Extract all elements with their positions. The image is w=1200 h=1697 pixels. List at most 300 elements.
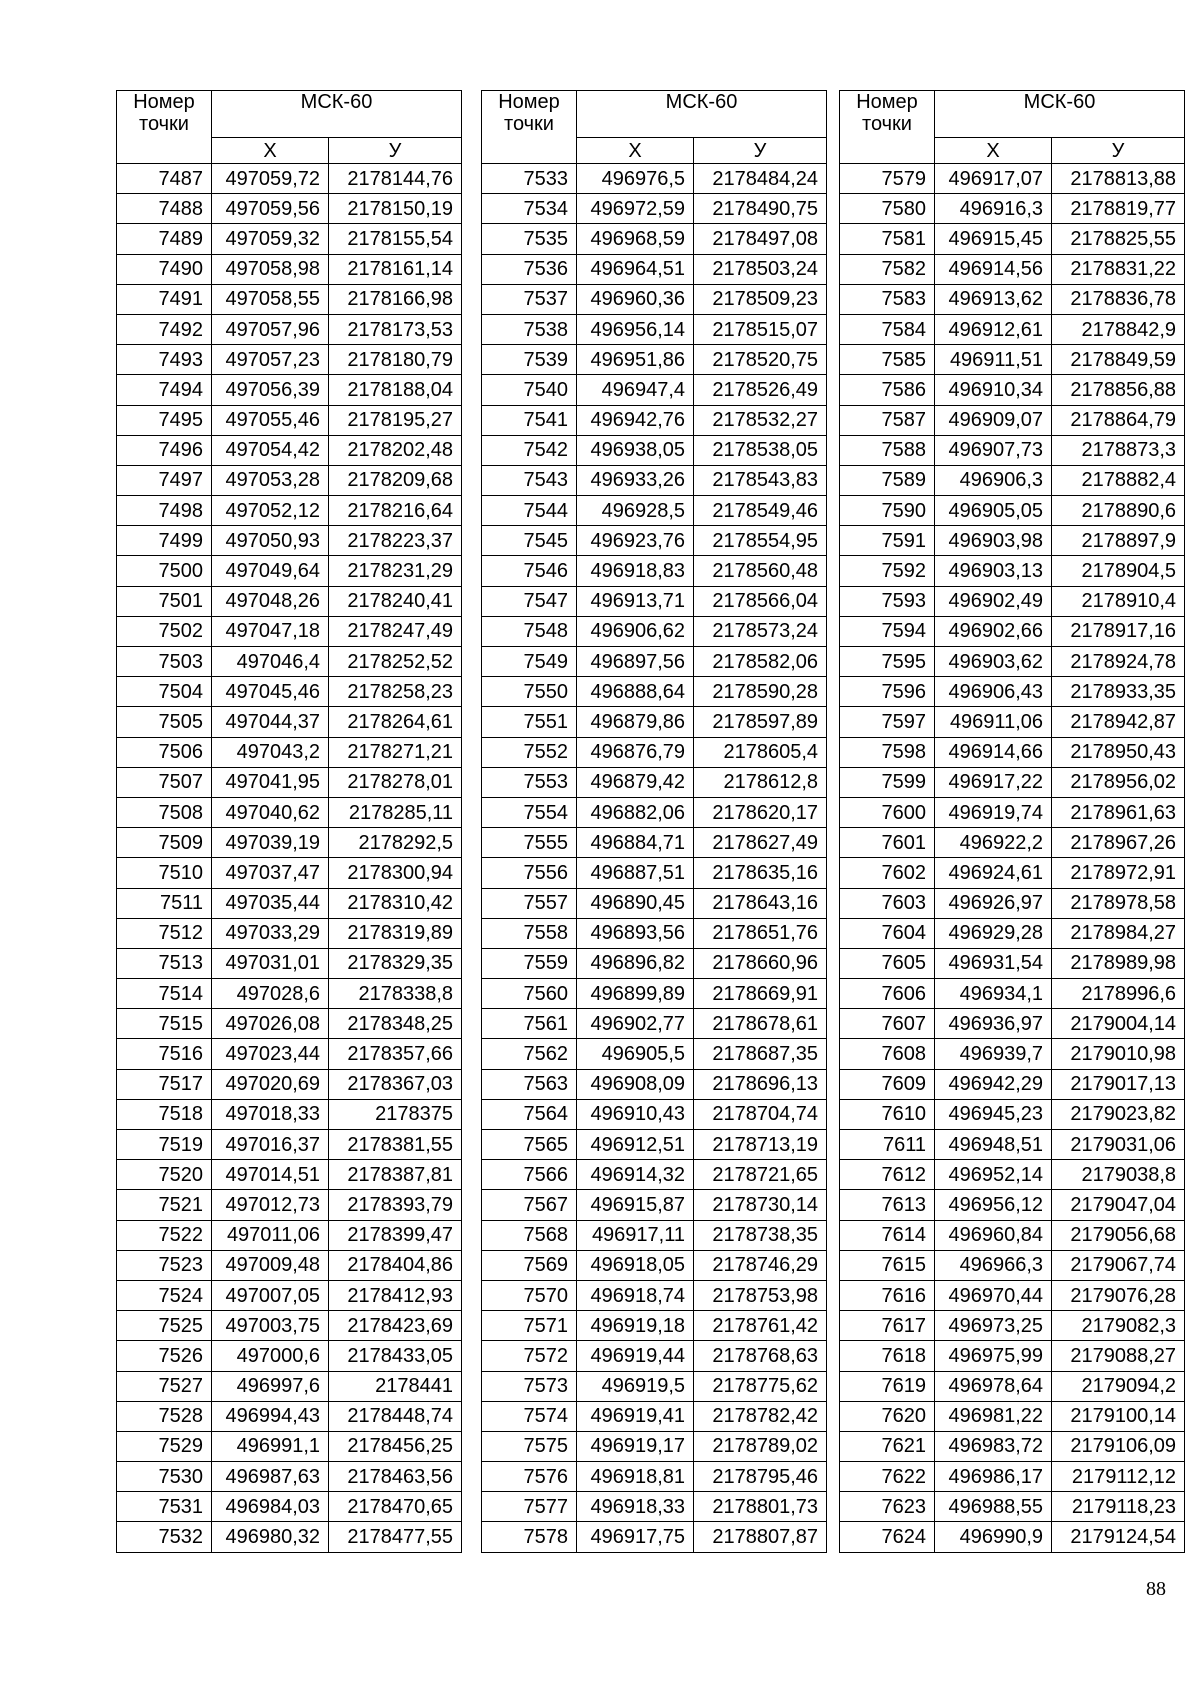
x-coordinate-cell: 496902,66: [935, 616, 1052, 646]
y-coordinate-cell: 2178849,59: [1052, 345, 1185, 375]
table-row: [482, 405, 827, 435]
x-coordinate-cell: 497046,4: [212, 647, 329, 677]
table-row: [840, 979, 1185, 1009]
table-row: [482, 767, 827, 797]
x-coordinate-cell: 496966,3: [935, 1250, 1052, 1280]
y-coordinate-cell: 2178813,88: [1052, 164, 1185, 194]
table-row: [117, 948, 462, 978]
y-coordinate-cell: 2178967,26: [1052, 828, 1185, 858]
point-number-cell: 7610: [840, 1099, 935, 1129]
y-coordinate-cell: 2178463,56: [329, 1462, 462, 1492]
x-coordinate-cell: 496919,18: [577, 1311, 694, 1341]
point-number-cell: 7615: [840, 1250, 935, 1280]
point-number-cell: 7558: [482, 918, 577, 948]
y-coordinate-cell: 2178678,61: [694, 1009, 827, 1039]
table-row: [840, 858, 1185, 888]
point-number-cell: 7594: [840, 616, 935, 646]
point-number-cell: 7560: [482, 979, 577, 1009]
table-row: [482, 496, 827, 526]
y-coordinate-cell: 2178890,6: [1052, 496, 1185, 526]
x-coordinate-cell: 497047,18: [212, 616, 329, 646]
point-number-cell: 7557: [482, 888, 577, 918]
y-coordinate-cell: 2178399,47: [329, 1220, 462, 1250]
point-number-cell: 7550: [482, 677, 577, 707]
x-coordinate-cell: 497043,2: [212, 737, 329, 767]
point-number-cell: 7614: [840, 1220, 935, 1250]
table-row: [840, 948, 1185, 978]
point-number-cell: 7603: [840, 888, 935, 918]
x-coordinate-cell: 496918,83: [577, 556, 694, 586]
x-coordinate-cell: 496917,75: [577, 1522, 694, 1552]
x-coordinate-cell: 496902,49: [935, 586, 1052, 616]
y-coordinate-cell: 2179010,98: [1052, 1039, 1185, 1069]
point-number-cell: 7500: [117, 556, 212, 586]
x-coordinate-cell: 496902,77: [577, 1009, 694, 1039]
table-row: [482, 1492, 827, 1522]
table-row: [840, 1069, 1185, 1099]
y-coordinate-cell: 2178231,29: [329, 556, 462, 586]
table-row: [840, 586, 1185, 616]
x-coordinate-cell: 496991,1: [212, 1431, 329, 1461]
x-coordinate-cell: 497053,28: [212, 465, 329, 495]
y-coordinate-cell: 2178730,14: [694, 1190, 827, 1220]
point-number-cell: 7530: [117, 1462, 212, 1492]
point-number-header-line1: Номер: [856, 91, 918, 113]
point-number-cell: 7578: [482, 1522, 577, 1552]
point-number-cell: 7492: [117, 314, 212, 344]
table-row: [482, 979, 827, 1009]
point-number-cell: 7541: [482, 405, 577, 435]
point-number-cell: 7488: [117, 194, 212, 224]
table-row: [117, 888, 462, 918]
x-coordinate-cell: 496879,42: [577, 767, 694, 797]
y-coordinate-cell: 2178520,75: [694, 345, 827, 375]
point-number-cell: 7508: [117, 797, 212, 827]
point-number-cell: 7491: [117, 284, 212, 314]
point-number-header-line2: точки: [862, 113, 912, 135]
table-row: [117, 1160, 462, 1190]
x-coordinate-cell: 496918,05: [577, 1250, 694, 1280]
x-coordinate-cell: 496919,17: [577, 1431, 694, 1461]
table-row: [482, 797, 827, 827]
y-coordinate-cell: 2178252,52: [329, 647, 462, 677]
y-coordinate-cell: 2178573,24: [694, 616, 827, 646]
table-row: [482, 737, 827, 767]
y-coordinate-cell: 2178538,05: [694, 435, 827, 465]
y-coordinate-cell: 2178842,9: [1052, 314, 1185, 344]
table-row: [117, 1220, 462, 1250]
y-coordinate-cell: 2178643,16: [694, 888, 827, 918]
x-coordinate-cell: 496897,56: [577, 647, 694, 677]
x-coordinate-cell: 497012,73: [212, 1190, 329, 1220]
table-row: [117, 1462, 462, 1492]
y-coordinate-cell: 2178713,19: [694, 1130, 827, 1160]
x-coordinate-cell: 496876,79: [577, 737, 694, 767]
x-coordinate-cell: 496914,66: [935, 737, 1052, 767]
x-coordinate-cell: 497048,26: [212, 586, 329, 616]
point-number-cell: 7577: [482, 1492, 577, 1522]
point-number-header-line2: точки: [139, 113, 189, 135]
x-coordinate-cell: 496908,09: [577, 1069, 694, 1099]
point-number-cell: 7537: [482, 284, 577, 314]
x-coordinate-cell: 496906,3: [935, 465, 1052, 495]
table-row: [117, 254, 462, 284]
table-row: [117, 616, 462, 646]
point-number-cell: 7569: [482, 1250, 577, 1280]
table-row: [840, 1009, 1185, 1039]
y-coordinate-cell: 2178271,21: [329, 737, 462, 767]
x-coordinate-cell: 496882,06: [577, 797, 694, 827]
table-row: [117, 737, 462, 767]
y-coordinate-cell: 2178956,02: [1052, 767, 1185, 797]
table-row: [117, 345, 462, 375]
point-number-cell: 7516: [117, 1039, 212, 1069]
point-number-cell: 7487: [117, 164, 212, 194]
y-coordinate-cell: 2178404,86: [329, 1250, 462, 1280]
point-number-cell: 7540: [482, 375, 577, 405]
point-number-cell: 7515: [117, 1009, 212, 1039]
x-coordinate-cell: 497056,39: [212, 375, 329, 405]
y-coordinate-cell: 2178933,35: [1052, 677, 1185, 707]
point-number-cell: 7606: [840, 979, 935, 1009]
y-coordinate-cell: 2178549,46: [694, 496, 827, 526]
point-number-cell: 7622: [840, 1462, 935, 1492]
y-coordinate-cell: 2178367,03: [329, 1069, 462, 1099]
point-number-cell: 7575: [482, 1431, 577, 1461]
table-row: [117, 526, 462, 556]
x-coordinate-cell: 496896,82: [577, 948, 694, 978]
x-coordinate-cell: 497041,95: [212, 767, 329, 797]
x-coordinate-cell: 496917,07: [935, 164, 1052, 194]
y-coordinate-cell: 2178393,79: [329, 1190, 462, 1220]
x-coordinate-cell: 496980,32: [212, 1522, 329, 1552]
table-row: [117, 586, 462, 616]
x-coordinate-cell: 497044,37: [212, 707, 329, 737]
table-row: [840, 1341, 1185, 1371]
x-coordinate-cell: 496970,44: [935, 1280, 1052, 1310]
table-row: [482, 1462, 827, 1492]
table-row: [482, 707, 827, 737]
point-number-cell: 7512: [117, 918, 212, 948]
point-number-cell: 7624: [840, 1522, 935, 1552]
y-coordinate-cell: 2178180,79: [329, 345, 462, 375]
point-number-cell: 7514: [117, 979, 212, 1009]
coordinate-system-header: МСК-60: [577, 91, 827, 138]
point-number-cell: 7602: [840, 858, 935, 888]
coordinate-system-header: МСК-60: [212, 91, 462, 138]
y-coordinate-cell: 2178381,55: [329, 1130, 462, 1160]
y-coordinate-cell: 2178477,55: [329, 1522, 462, 1552]
point-number-cell: 7551: [482, 707, 577, 737]
table-row: [840, 1280, 1185, 1310]
x-coordinate-cell: 496918,33: [577, 1492, 694, 1522]
point-number-cell: 7605: [840, 948, 935, 978]
table-row: [840, 1401, 1185, 1431]
x-coordinate-cell: 496926,97: [935, 888, 1052, 918]
point-number-cell: 7608: [840, 1039, 935, 1069]
x-coordinate-cell: 497026,08: [212, 1009, 329, 1039]
point-number-cell: 7596: [840, 677, 935, 707]
point-number-cell: 7552: [482, 737, 577, 767]
x-column-header: X: [935, 138, 1052, 164]
x-coordinate-cell: 496986,17: [935, 1462, 1052, 1492]
point-number-cell: 7564: [482, 1099, 577, 1129]
table-row: [840, 254, 1185, 284]
table-row: [840, 707, 1185, 737]
y-coordinate-cell: 2178503,24: [694, 254, 827, 284]
table-row: [840, 1130, 1185, 1160]
y-coordinate-cell: 2178597,89: [694, 707, 827, 737]
point-number-cell: 7536: [482, 254, 577, 284]
x-coordinate-cell: 496890,45: [577, 888, 694, 918]
y-coordinate-cell: 2178605,4: [694, 737, 827, 767]
x-coordinate-cell: 496936,97: [935, 1009, 1052, 1039]
y-coordinate-cell: 2178490,75: [694, 194, 827, 224]
y-column-header: У: [1052, 138, 1185, 164]
point-number-cell: 7548: [482, 616, 577, 646]
x-coordinate-cell: 497058,98: [212, 254, 329, 284]
y-coordinate-cell: 2178258,23: [329, 677, 462, 707]
y-coordinate-cell: 2178223,37: [329, 526, 462, 556]
x-coordinate-cell: 497039,19: [212, 828, 329, 858]
table-row: [117, 858, 462, 888]
x-coordinate-cell: 497055,46: [212, 405, 329, 435]
y-coordinate-cell: 2179094,2: [1052, 1371, 1185, 1401]
x-coordinate-cell: 496983,72: [935, 1431, 1052, 1461]
x-coordinate-cell: 496910,43: [577, 1099, 694, 1129]
table-row: [482, 1130, 827, 1160]
table-row: [840, 1311, 1185, 1341]
x-coordinate-cell: 496918,74: [577, 1280, 694, 1310]
x-coordinate-cell: 496915,87: [577, 1190, 694, 1220]
y-coordinate-cell: 2178831,22: [1052, 254, 1185, 284]
x-coordinate-cell: 496907,73: [935, 435, 1052, 465]
point-number-cell: 7612: [840, 1160, 935, 1190]
point-number-cell: 7573: [482, 1371, 577, 1401]
x-coordinate-cell: 496942,76: [577, 405, 694, 435]
table-row: [117, 1401, 462, 1431]
y-coordinate-cell: 2178696,13: [694, 1069, 827, 1099]
table-row: [840, 888, 1185, 918]
x-coordinate-cell: 496913,71: [577, 586, 694, 616]
table-row: [482, 948, 827, 978]
table-row: [117, 1190, 462, 1220]
x-coordinate-cell: 497057,23: [212, 345, 329, 375]
x-coordinate-cell: 496903,13: [935, 556, 1052, 586]
table-row: [840, 1492, 1185, 1522]
y-coordinate-cell: 2178669,91: [694, 979, 827, 1009]
table-row: [482, 918, 827, 948]
table-row: [840, 767, 1185, 797]
point-number-cell: 7543: [482, 465, 577, 495]
y-coordinate-cell: 2178310,42: [329, 888, 462, 918]
point-number-cell: 7517: [117, 1069, 212, 1099]
point-number-cell: 7524: [117, 1280, 212, 1310]
point-number-cell: 7576: [482, 1462, 577, 1492]
x-coordinate-cell: 497023,44: [212, 1039, 329, 1069]
y-coordinate-cell: 2178448,74: [329, 1401, 462, 1431]
table-row: [117, 979, 462, 1009]
point-number-cell: 7595: [840, 647, 935, 677]
y-coordinate-cell: 2178836,78: [1052, 284, 1185, 314]
point-number-cell: 7579: [840, 164, 935, 194]
table-row: [117, 284, 462, 314]
table-row: [840, 1522, 1185, 1552]
x-coordinate-cell: 496938,05: [577, 435, 694, 465]
x-coordinate-cell: 496990,9: [935, 1522, 1052, 1552]
table-row: [117, 1099, 462, 1129]
point-number-cell: 7503: [117, 647, 212, 677]
point-number-cell: 7544: [482, 496, 577, 526]
coordinate-table: [481, 90, 827, 1553]
y-coordinate-cell: 2179124,54: [1052, 1522, 1185, 1552]
table-row: [840, 526, 1185, 556]
point-number-cell: 7520: [117, 1160, 212, 1190]
x-coordinate-cell: 497059,32: [212, 224, 329, 254]
table-row: [840, 1462, 1185, 1492]
y-coordinate-cell: 2178375: [329, 1099, 462, 1129]
x-coordinate-cell: 496960,84: [935, 1220, 1052, 1250]
table-row: [840, 918, 1185, 948]
x-coordinate-cell: 496924,61: [935, 858, 1052, 888]
x-coordinate-cell: 497054,42: [212, 435, 329, 465]
y-coordinate-cell: 2179017,13: [1052, 1069, 1185, 1099]
x-coordinate-cell: 496893,56: [577, 918, 694, 948]
x-coordinate-cell: 496945,23: [935, 1099, 1052, 1129]
x-coordinate-cell: 497059,56: [212, 194, 329, 224]
x-coordinate-cell: 496997,6: [212, 1371, 329, 1401]
y-coordinate-cell: 2178738,35: [694, 1220, 827, 1250]
point-number-cell: 7580: [840, 194, 935, 224]
x-coordinate-cell: 496942,29: [935, 1069, 1052, 1099]
y-coordinate-cell: 2179112,12: [1052, 1462, 1185, 1492]
y-coordinate-cell: 2179082,3: [1052, 1311, 1185, 1341]
x-coordinate-cell: 497035,44: [212, 888, 329, 918]
table-row: [117, 194, 462, 224]
point-number-cell: 7571: [482, 1311, 577, 1341]
x-coordinate-cell: 496976,5: [577, 164, 694, 194]
y-coordinate-cell: 2178329,35: [329, 948, 462, 978]
y-coordinate-cell: 2178660,96: [694, 948, 827, 978]
x-coordinate-cell: 496919,41: [577, 1401, 694, 1431]
x-coordinate-cell: 496916,3: [935, 194, 1052, 224]
x-coordinate-cell: 496906,43: [935, 677, 1052, 707]
y-coordinate-cell: 2178247,49: [329, 616, 462, 646]
x-coordinate-cell: 496899,89: [577, 979, 694, 1009]
point-number-cell: 7599: [840, 767, 935, 797]
point-number-cell: 7518: [117, 1099, 212, 1129]
x-coordinate-cell: 496956,14: [577, 314, 694, 344]
y-coordinate-cell: 2178989,98: [1052, 948, 1185, 978]
x-coordinate-cell: 496933,26: [577, 465, 694, 495]
x-coordinate-cell: 497014,51: [212, 1160, 329, 1190]
table-row: [482, 888, 827, 918]
y-coordinate-cell: 2178509,23: [694, 284, 827, 314]
table-row: [840, 1160, 1185, 1190]
y-coordinate-cell: 2178173,53: [329, 314, 462, 344]
point-number-cell: 7562: [482, 1039, 577, 1069]
table-row: [117, 224, 462, 254]
x-coordinate-cell: 497016,37: [212, 1130, 329, 1160]
table-row: [117, 556, 462, 586]
y-coordinate-cell: 2178950,43: [1052, 737, 1185, 767]
y-coordinate-cell: 2178161,14: [329, 254, 462, 284]
point-number-cell: 7601: [840, 828, 935, 858]
point-number-cell: 7616: [840, 1280, 935, 1310]
x-coordinate-cell: 497052,12: [212, 496, 329, 526]
y-coordinate-cell: 2179023,82: [1052, 1099, 1185, 1129]
y-coordinate-cell: 2178882,4: [1052, 465, 1185, 495]
x-coordinate-cell: 496981,22: [935, 1401, 1052, 1431]
y-coordinate-cell: 2178972,91: [1052, 858, 1185, 888]
x-coordinate-cell: 496879,86: [577, 707, 694, 737]
table-row: [117, 1280, 462, 1310]
x-coordinate-cell: 496910,34: [935, 375, 1052, 405]
y-coordinate-cell: 2178387,81: [329, 1160, 462, 1190]
y-coordinate-cell: 2179047,04: [1052, 1190, 1185, 1220]
point-number-cell: 7555: [482, 828, 577, 858]
point-number-cell: 7526: [117, 1341, 212, 1371]
table-row: [482, 1371, 827, 1401]
table-row: [482, 465, 827, 495]
point-number-cell: 7609: [840, 1069, 935, 1099]
table-row: [482, 586, 827, 616]
coordinate-system-header: МСК-60: [935, 91, 1185, 138]
point-number-cell: 7535: [482, 224, 577, 254]
table-row: [117, 767, 462, 797]
table-row: [117, 1431, 462, 1461]
point-number-cell: 7545: [482, 526, 577, 556]
point-number-cell: 7584: [840, 314, 935, 344]
x-coordinate-cell: 496914,56: [935, 254, 1052, 284]
y-coordinate-cell: 2178188,04: [329, 375, 462, 405]
point-number-cell: 7620: [840, 1401, 935, 1431]
table-row: [117, 828, 462, 858]
y-coordinate-cell: 2178484,24: [694, 164, 827, 194]
point-number-cell: 7554: [482, 797, 577, 827]
y-coordinate-cell: 2178278,01: [329, 767, 462, 797]
table-row: [482, 1099, 827, 1129]
table-row: [482, 647, 827, 677]
table-row: [482, 1250, 827, 1280]
y-coordinate-cell: 2178433,05: [329, 1341, 462, 1371]
point-number-cell: 7528: [117, 1401, 212, 1431]
y-coordinate-cell: 2178348,25: [329, 1009, 462, 1039]
x-coordinate-cell: 496952,14: [935, 1160, 1052, 1190]
x-coordinate-cell: 496903,98: [935, 526, 1052, 556]
point-number-cell: 7525: [117, 1311, 212, 1341]
point-number-cell: 7588: [840, 435, 935, 465]
point-number-cell: 7542: [482, 435, 577, 465]
table-row: [840, 1099, 1185, 1129]
x-coordinate-cell: 497011,06: [212, 1220, 329, 1250]
x-column-header: X: [577, 138, 694, 164]
point-number-cell: 7523: [117, 1250, 212, 1280]
x-coordinate-cell: 496984,03: [212, 1492, 329, 1522]
table-row: [482, 375, 827, 405]
point-number-cell: 7607: [840, 1009, 935, 1039]
table-row: [840, 465, 1185, 495]
header-row: [840, 91, 1185, 138]
table-row: [482, 224, 827, 254]
x-coordinate-cell: 496919,44: [577, 1341, 694, 1371]
point-number-cell: 7611: [840, 1130, 935, 1160]
x-coordinate-cell: 496928,5: [577, 496, 694, 526]
table-row: [482, 194, 827, 224]
x-coordinate-cell: 496975,99: [935, 1341, 1052, 1371]
y-coordinate-cell: 2178768,63: [694, 1341, 827, 1371]
x-coordinate-cell: 496911,51: [935, 345, 1052, 375]
